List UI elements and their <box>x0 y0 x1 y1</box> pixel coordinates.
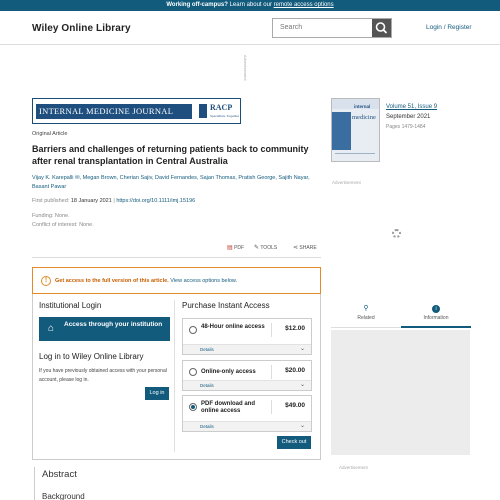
details-toggle[interactable] <box>183 421 311 431</box>
chevron-down-icon: ⌄ <box>299 346 305 352</box>
details-label: Details <box>200 383 214 388</box>
banner-text: Learn about our <box>227 2 274 8</box>
abstract-rule <box>34 467 35 500</box>
funding-text: Funding: None. <box>32 213 70 219</box>
institutional-login-heading: Institutional Login <box>39 301 102 310</box>
radio-48-hour[interactable] <box>189 326 197 334</box>
advertisement-label: Advertisement <box>339 465 368 470</box>
panel-divider <box>174 300 175 452</box>
background-heading: Background <box>42 492 85 500</box>
view-access-options-link[interactable]: View access options below. <box>168 278 238 284</box>
search-placeholder: Search <box>280 24 303 31</box>
pdf-icon: ▤ <box>227 245 233 251</box>
racp-logo-mark <box>199 104 207 118</box>
issue-pages: Pages 1479-1484 <box>386 124 426 130</box>
actions-divider <box>32 257 321 258</box>
share-icon: ⋖ <box>293 245 299 251</box>
details-toggle[interactable] <box>183 344 311 354</box>
information-panel <box>331 330 470 455</box>
first-published-date: 18 January 2021 <box>70 198 112 204</box>
conflict-text: Conflict of interest: None. <box>32 222 94 228</box>
remote-access-banner <box>0 0 500 11</box>
cover-title-large: medicine <box>352 114 376 121</box>
cover-title: internal <box>354 104 371 109</box>
first-published-label: First published: <box>32 198 71 204</box>
banner-bold-text: Working off-campus? <box>166 2 228 8</box>
doi-link[interactable]: https://doi.org/10.1111/imj.15196 <box>116 198 196 204</box>
pdf-label: PDF <box>234 245 245 251</box>
purchase-option-48-hour[interactable] <box>182 318 312 355</box>
sidebar-tabs <box>331 298 470 328</box>
access-notice <box>32 267 321 294</box>
details-label: Details <box>200 347 214 352</box>
details-label: Details <box>200 424 214 429</box>
tools-button[interactable] <box>254 244 277 251</box>
chevron-down-icon: ⌄ <box>299 423 305 429</box>
option-label: Online-only access <box>201 369 256 375</box>
purchase-heading: Purchase Instant Access <box>182 301 270 310</box>
option-label: PDF download and online access <box>201 401 255 414</box>
institution-access-button[interactable] <box>39 317 170 341</box>
institution-icon: ⌂ <box>47 323 55 334</box>
purchase-option-pdf-online[interactable] <box>182 395 312 432</box>
publication-info: First published: 18 January 2021 | https://doi.org/10.1111/imj.15196 <box>32 198 196 204</box>
cover-rule <box>335 153 375 154</box>
share-label: SHARE <box>299 245 317 251</box>
institution-access-label: Access through your institution <box>64 321 163 328</box>
purchase-option-online-only[interactable] <box>182 360 312 391</box>
wol-login-heading: Log in to Wiley Online Library <box>39 352 144 361</box>
pdf-button[interactable] <box>227 244 244 251</box>
radio-pdf-online[interactable] <box>189 403 197 411</box>
login-button[interactable]: Log in <box>145 387 169 400</box>
header-divider <box>0 44 500 45</box>
tab-information[interactable] <box>401 298 471 328</box>
option-separator <box>271 323 272 337</box>
radio-online-only[interactable] <box>189 368 197 376</box>
journal-name: INTERNAL MEDICINE JOURNAL <box>36 104 192 119</box>
chevron-down-icon: ⌄ <box>299 382 305 388</box>
search-icon <box>372 19 391 37</box>
journal-cover[interactable] <box>331 98 380 162</box>
login-register-link[interactable]: Login / Register <box>426 24 472 31</box>
tab-information-label: Information <box>423 315 449 321</box>
option-price: $49.00 <box>285 402 305 409</box>
funding-info <box>32 212 94 230</box>
advertisement-label: Advertisement <box>332 180 361 185</box>
tab-related-label: Related <box>357 315 375 321</box>
info-icon: i <box>432 305 440 313</box>
warning-icon: ! <box>41 276 51 286</box>
wrench-icon: ✎ <box>254 245 260 251</box>
volume-issue-link[interactable]: Volume 51, Issue 9 <box>386 104 438 110</box>
site-logo[interactable]: Wiley Online Library <box>32 23 131 34</box>
cover-artwork <box>332 112 351 150</box>
share-button[interactable] <box>293 244 317 251</box>
access-notice-text: Get access to the full version of this article. <box>55 278 169 284</box>
tab-related[interactable] <box>331 298 401 328</box>
option-label: 48-Hour online access <box>201 324 265 330</box>
advertisement-label: Advertisement <box>243 55 248 81</box>
racp-logo: RACP <box>210 103 233 112</box>
option-price: $20.00 <box>285 367 305 374</box>
issue-date: September 2021 <box>386 114 431 120</box>
tools-label: TOOLS <box>260 245 278 251</box>
abstract-heading: Abstract <box>42 469 77 480</box>
search-button[interactable] <box>372 19 391 37</box>
article-title: Barriers and challenges of returning patients back to community after renal transplantation in Central Australia <box>32 144 309 166</box>
network-icon: ⚲ <box>363 305 369 312</box>
remote-access-link[interactable]: remote access options <box>273 2 334 8</box>
wol-login-text: If you have previously obtained access with your personal account, please log in. <box>39 368 167 383</box>
checkout-button[interactable]: Check out <box>277 436 311 449</box>
option-separator <box>271 400 272 414</box>
option-price: $12.00 <box>285 325 305 332</box>
author-list[interactable]: Vijay K. Karepalli ✉, Megan Brown, Cherian Sajiv, David Fernandes, Sajan Thomas, Pratish George, Sajith Nayar, Basant Pawar <box>32 175 310 190</box>
loading-spinner-icon <box>392 229 401 238</box>
details-toggle[interactable] <box>183 380 311 390</box>
article-type: Original Article <box>32 131 68 137</box>
racp-tagline: Specialists. Together <box>210 114 240 118</box>
journal-banner[interactable] <box>32 98 241 124</box>
search-input[interactable] <box>272 18 392 38</box>
option-separator <box>271 365 272 379</box>
